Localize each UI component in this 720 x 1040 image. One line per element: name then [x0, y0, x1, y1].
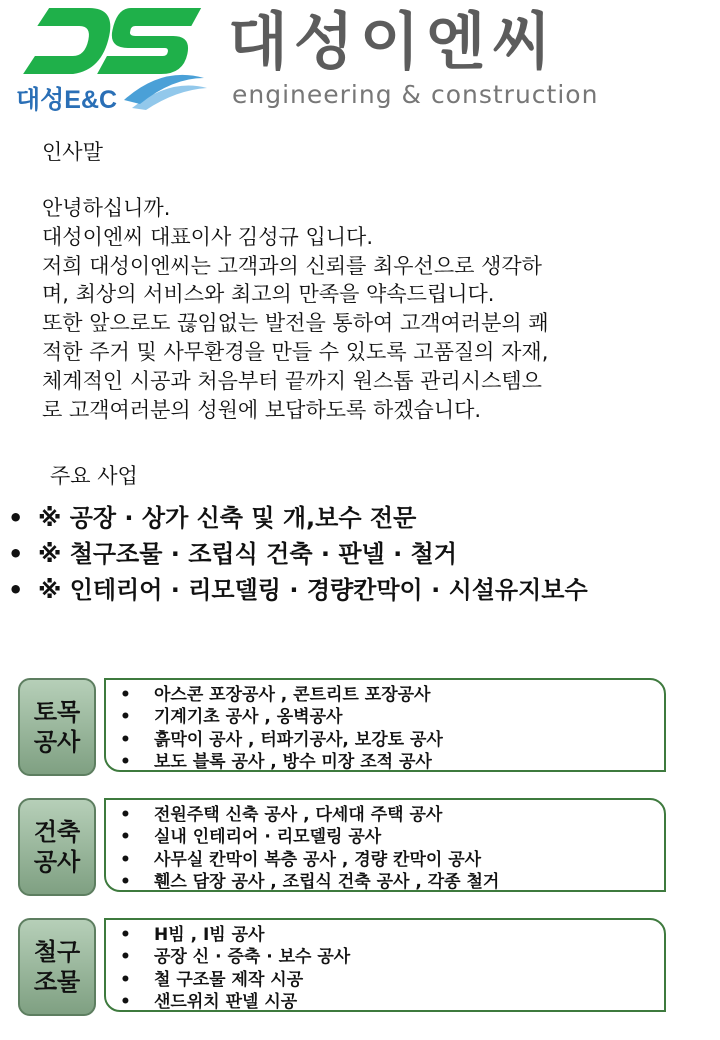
category-item-text: 보도 블록 공사 , 방수 미장 조적 공사: [154, 751, 432, 772]
category-label: [29, 817, 85, 877]
category-label-line: 공사: [33, 728, 81, 756]
category-label: [29, 697, 85, 757]
bullet: •: [8, 576, 24, 604]
category-item: [106, 991, 664, 1013]
business-item-text: ※ 공장 · 상가 신축 및 개,보수 전문: [38, 504, 417, 532]
category-label-line: 철구: [33, 938, 81, 966]
category-item: [106, 849, 664, 871]
header: [0, 0, 720, 120]
category-label: [29, 937, 85, 997]
category-item: [106, 706, 664, 728]
greeting-line: 또한 앞으로도 끊임없는 발전을 통하여 고객여러분의 쾌: [42, 311, 549, 336]
category-item-text: 휀스 담장 공사 , 조립식 건축 공사 , 각종 철거: [154, 871, 500, 892]
greeting-line: 저희 대성이엔씨는 고객과의 신뢰를 최우선으로 생각하: [42, 253, 542, 278]
category-item: [106, 924, 664, 946]
business-list: [8, 500, 588, 608]
category-items-box: [104, 918, 666, 1012]
bullet: •: [120, 871, 131, 892]
category-label-line: 건축: [33, 818, 81, 846]
bullet: •: [120, 969, 131, 990]
category-item: [106, 684, 664, 706]
greeting-line: 로 고객여러분의 성원에 보답하도록 하겠습니다.: [42, 397, 482, 422]
category-building: [18, 798, 668, 898]
category-item-text: 실내 인테리어 · 리모델링 공사: [154, 827, 382, 848]
logo-graphic: [12, 4, 207, 114]
business-item-text: ※ 철구조물 · 조립식 건축 · 판넬 · 철거: [38, 540, 457, 568]
bullet: •: [8, 504, 24, 532]
business-item-text: ※ 인테리어 · 리모델링 · 경량칸막이 · 시설유지보수: [38, 576, 588, 604]
category-label-box: [18, 678, 96, 776]
category-item-text: 샌드위치 판넬 시공: [154, 991, 298, 1012]
category-item: [106, 826, 664, 848]
business-item: [8, 572, 588, 608]
bullet: •: [120, 947, 131, 968]
bullet: •: [8, 540, 24, 568]
greeting-title: 인사말: [42, 140, 103, 164]
category-label-line: 토목: [33, 698, 81, 726]
logo-text: 대성E&C: [16, 86, 118, 114]
business-title: 주요 사업: [50, 464, 138, 488]
greeting-line: 대성이엔씨 대표이사 김성규 입니다.: [42, 224, 373, 249]
brand-name-english: engineering & construction: [232, 80, 599, 109]
category-steel: [18, 918, 668, 1018]
bullet: •: [120, 751, 131, 772]
greeting-line: 체계적인 시공과 처음부터 끝까지 원스톱 관리시스템으: [42, 368, 542, 393]
bullet: •: [120, 685, 131, 705]
bullet: •: [120, 849, 131, 870]
bullet: •: [120, 805, 131, 825]
bullet: •: [120, 707, 131, 728]
category-item: [106, 946, 664, 968]
greeting-line: 며, 최상의 서비스와 최고의 만족을 약속드립니다.: [42, 282, 495, 307]
bullet: •: [120, 729, 131, 750]
brand-name-korean: 대성이엔씨: [228, 5, 558, 78]
greeting-message: [42, 194, 682, 424]
category-item: [106, 751, 664, 773]
category-label-box: [18, 918, 96, 1016]
category-item: [106, 969, 664, 991]
bullet: •: [120, 827, 131, 848]
category-item-text: 전원주택 신축 공사 , 다세대 주택 공사: [154, 805, 443, 825]
category-civil: [18, 678, 668, 778]
bullet: •: [120, 925, 131, 945]
category-label-line: 공사: [33, 848, 81, 876]
category-item-text: 흙막이 공사 , 터파기공사, 보강토 공사: [154, 729, 443, 750]
category-item: [106, 729, 664, 751]
business-item: [8, 500, 588, 536]
category-item-text: 공장 신 · 증축 · 보수 공사: [154, 947, 351, 968]
bullet: •: [120, 991, 131, 1012]
category-item: [106, 871, 664, 893]
category-label-box: [18, 798, 96, 896]
category-label-line: 조물: [33, 968, 81, 996]
category-item-text: 아스콘 포장공사 , 콘트리트 포장공사: [154, 685, 431, 705]
greeting-line: 안녕하십니까.: [42, 196, 171, 220]
category-item-text: 기계기초 공사 , 옹벽공사: [154, 707, 343, 728]
category-item-text: H빔 , I빔 공사: [154, 925, 265, 945]
category-item-text: 사무실 칸막이 복층 공사 , 경량 칸막이 공사: [154, 849, 482, 870]
category-items-box: [104, 798, 666, 892]
category-items-box: [104, 678, 666, 772]
category-item: [106, 804, 664, 826]
greeting-line: 적한 주거 및 사무환경을 만들 수 있도록 고품질의 자재,: [42, 339, 549, 364]
category-item-text: 철 구조물 제작 시공: [154, 969, 304, 990]
company-logo: [12, 4, 207, 114]
business-item: [8, 536, 588, 572]
